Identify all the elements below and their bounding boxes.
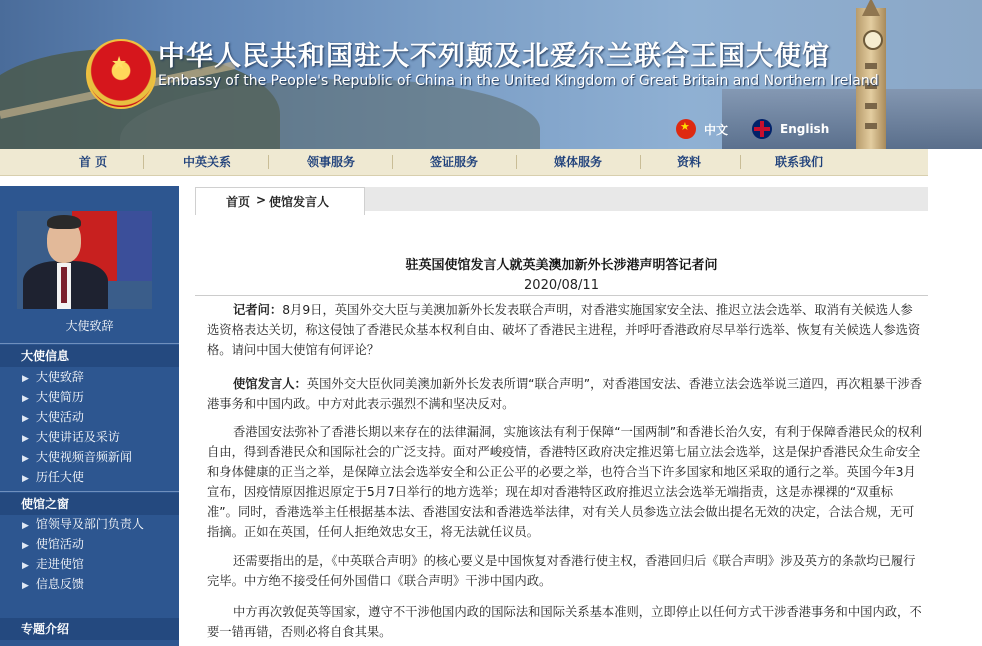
sidebar-item-speeches-interviews[interactable]	[22, 428, 120, 446]
nav-home[interactable]: 首 页	[78, 155, 108, 169]
sidebar-item-label: 馆领导及部门负责人	[35, 517, 144, 531]
ambassador-speech-link[interactable]: 大使致辞	[65, 319, 114, 333]
section-ambassador-info: 大使信息	[0, 345, 179, 367]
sidebar-item-ambassador-bio[interactable]	[22, 388, 84, 406]
sidebar-item-former-ambassadors[interactable]	[22, 468, 84, 486]
lang-switch-cn[interactable]	[676, 119, 728, 139]
site-title-cn: 中华人民共和国驻大不列颠及北爱尔兰联合王国大使馆	[158, 41, 830, 72]
sidebar-item-label: 大使活动	[35, 410, 84, 424]
paragraph-text: 英国外交大臣伙同美澳加新外长发表所谓“联合声明”，对香港国安法、香港立法会选举说三道四，再次粗暴干涉香港事务和中国内政。中方对此表示强烈不满和坚决反对。	[207, 377, 923, 411]
sidebar-item-ambassador-speech[interactable]	[22, 368, 84, 386]
article-paragraph	[207, 602, 923, 642]
site-title-en: Embassy of the People's Republic of China in the United Kingdom of Great Britain and Northern Ireland	[158, 73, 879, 89]
paragraph-text: 香港国安法弥补了香港长期以来存在的法律漏洞，实施该法有利于保障“一国两制”和香港长治久安，有利于保障香港民众的权利自由，得到香港民众和国际社会的广泛支持。面对严峻疫情，香港特区政府决定推迟第七届立法会选举，这是保护香港民众生命安全和身体健康的正当之举，是保障立法会选举安全和公正公平的必要之举，也符合当下许多国家和地区采取的通行之举。英国今年3月宣布，因疫情原因推迟原定于5月7日举行的地方选举；现在却对香港特区政府推迟立法会选举无端指责，这是赤裸裸的“双重标准”。同时，香港选举主任根据基本法、香港国安法和香港选举法律，对有关人员参选立法会做出提名无效的决定，合法合规，无可指摘。正如在英国，任何人拒绝效忠女王，将无法就任议员。	[207, 425, 923, 539]
sidebar-item-label: 使馆活动	[35, 537, 84, 551]
nav-contact-us[interactable]: 联系我们	[774, 155, 823, 169]
article-paragraph	[207, 374, 923, 414]
sidebar-item-video-audio-news[interactable]	[22, 448, 132, 466]
breadcrumb-separator: >	[256, 193, 267, 207]
paragraph-text: 8月9日，英国外交大臣与美澳加新外长发表联合声明，对香港实施国家安全法、推迟立法会选举、取消有关候选人参选资格表达关切，称这侵蚀了香港民众基本权利自由、破坏了香港民主进程，并呼吁香港政府尽早举行选举、恢复有关候选人参选资格。请问中国大使馆有何评论？	[207, 303, 921, 357]
lang-switch-en[interactable]	[752, 119, 829, 139]
article-paragraph	[207, 551, 923, 591]
divider	[195, 295, 928, 296]
sidebar-item-visit-embassy[interactable]	[22, 555, 84, 573]
bullet-icon: ▶	[22, 521, 29, 531]
nav-visa-services[interactable]: 签证服务	[429, 155, 478, 169]
bullet-icon: ▶	[22, 454, 29, 464]
sidebar-item-leadership[interactable]	[22, 515, 144, 533]
sidebar-item-embassy-activities[interactable]	[22, 535, 84, 553]
bullet-icon: ▶	[22, 581, 29, 591]
sidebar-item-label: 走进使馆	[35, 557, 84, 571]
nav-media-services[interactable]: 媒体服务	[553, 155, 602, 169]
sidebar-item-label: 大使简历	[35, 390, 84, 404]
article-title: 驻英国使馆发言人就英美澳加新外长涉港声明答记者问	[405, 258, 718, 273]
sidebar-item-label: 大使致辞	[35, 370, 84, 384]
bullet-icon: ▶	[22, 394, 29, 404]
header-banner	[0, 0, 982, 149]
nav-consular-services[interactable]: 领事服务	[306, 155, 355, 169]
bullet-icon: ▶	[22, 434, 29, 444]
lang-cn-label: 中文	[704, 122, 729, 137]
nav-resources[interactable]: 资料	[676, 155, 701, 169]
paragraph-text: 中方再次敦促英等国家，遵守不干涉他国内政的国际法和国际关系基本准则，立即停止以任何方式干涉香港事务和中国内政，不要一错再错，否则必将自食其果。	[207, 605, 922, 639]
section-special-topics: 专题介绍	[0, 618, 179, 640]
bullet-icon: ▶	[22, 474, 29, 484]
china-flag-icon	[676, 119, 696, 139]
article-date: 2020/08/11	[524, 278, 599, 293]
sidebar-item-label: 历任大使	[35, 470, 84, 484]
uk-flag-icon	[752, 119, 772, 139]
main-nav	[0, 149, 928, 176]
paragraph-text: 还需要指出的是，《中英联合声明》的核心要义是中国恢复对香港行使主权，香港回归后《联合声明》涉及英方的条款均已履行完毕。中方绝不接受任何外国借口《联合声明》干涉中国内政。	[207, 554, 916, 588]
breadcrumb-current[interactable]: 使馆发言人	[269, 195, 330, 209]
paragraph-lead: 使馆发言人：	[233, 377, 307, 391]
national-emblem-icon[interactable]: ★	[86, 39, 156, 109]
sidebar	[0, 186, 179, 646]
bullet-icon: ▶	[22, 414, 29, 424]
sidebar-item-label: 大使视频音频新闻	[35, 450, 132, 464]
sidebar-item-ambassador-activities[interactable]	[22, 408, 84, 426]
breadcrumb-home[interactable]: 首页	[226, 195, 251, 209]
bullet-icon: ▶	[22, 541, 29, 551]
section-embassy-window: 使馆之窗	[0, 493, 179, 515]
sidebar-item-feedback[interactable]	[22, 575, 84, 593]
nav-sino-uk-relations[interactable]: 中英关系	[182, 155, 231, 169]
article-paragraph	[207, 300, 923, 360]
sidebar-item-label: 信息反馈	[35, 577, 84, 591]
ambassador-photo[interactable]	[17, 211, 152, 309]
article-paragraph	[207, 422, 923, 542]
bullet-icon: ▶	[22, 374, 29, 384]
paragraph-lead: 记者问：	[233, 303, 283, 317]
bullet-icon: ▶	[22, 561, 29, 571]
lang-en-label: English	[780, 122, 830, 136]
sidebar-item-label: 大使讲话及采访	[35, 430, 120, 444]
